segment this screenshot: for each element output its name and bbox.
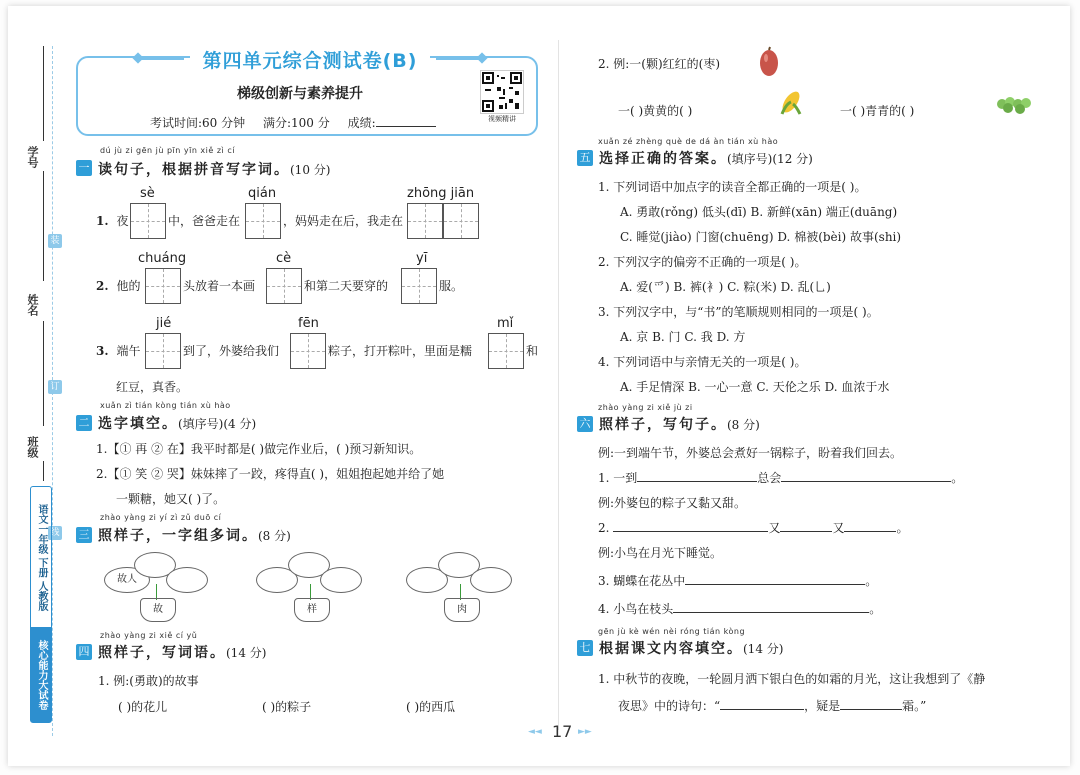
answer-blank[interactable] xyxy=(720,699,804,710)
s1q1-pinyin-2: qián xyxy=(248,186,277,201)
page-divider xyxy=(558,40,559,730)
section4-title-text: 照样子，写词语。 xyxy=(98,645,226,661)
s1q1-number xyxy=(96,212,129,229)
section5-title xyxy=(599,148,813,168)
flower-pot: 肉 xyxy=(444,598,480,622)
s7q1-text-d: 霜。” xyxy=(902,699,927,713)
s4q2-blank-1[interactable]: 一( )黄黄的( ) xyxy=(618,104,693,118)
student-id-label: 学号 xyxy=(26,146,39,168)
section6-score: (8 分) xyxy=(727,418,760,432)
s1q1-text2: 中，爸爸走在 xyxy=(168,214,241,228)
flower-pot: 样 xyxy=(294,598,330,622)
section1-title-text: 读句子，根据拼音写字词。 xyxy=(98,162,290,178)
section2-score: (4 分) xyxy=(223,417,257,431)
date-fruit-icon xyxy=(758,46,780,82)
series-name: 核心能力大试卷 xyxy=(31,627,51,722)
tian-grid-box[interactable] xyxy=(401,268,437,304)
section4-score: (14 分) xyxy=(226,646,267,660)
s1q1-text1: 夜 xyxy=(116,214,129,228)
page-next-arrow-icon: ►► xyxy=(578,727,592,737)
section4-title xyxy=(98,642,266,662)
s6-example-1: 例:一到端午节，外婆总会煮好一锅粽子，盼着我们回去。 xyxy=(598,446,903,460)
tian-grid-box[interactable] xyxy=(488,333,524,369)
s1q3-pinyin-2: fēn xyxy=(298,316,319,331)
s4q1-blank-3[interactable]: ( )的西瓜 xyxy=(406,700,456,714)
title-decoration-right xyxy=(436,58,480,60)
section5-pinyin: xuǎn zé zhèng què de dá àn tián xù hào xyxy=(598,137,779,146)
s1q1-pinyin-1: sè xyxy=(140,186,155,201)
word-cloud[interactable] xyxy=(470,567,512,593)
section4-number: 四 xyxy=(76,644,92,660)
answer-blank[interactable] xyxy=(637,471,757,482)
section2-hint: (填序号) xyxy=(178,417,224,431)
s6q2-text-a: 2. xyxy=(598,521,610,535)
section2-number: 二 xyxy=(76,415,92,431)
s6q2-text-c: 又 xyxy=(832,521,845,535)
tian-grid-box[interactable] xyxy=(266,268,302,304)
s6q3-text: 3. 蝴蝶在花丛中 xyxy=(598,574,686,588)
s5-question-2: 2. 下列汉字的偏旁不正确的一项是( )。 xyxy=(598,255,807,269)
section1-score: (10 分) xyxy=(290,163,331,177)
s6-example-3: 例:小鸟在月光下睡觉。 xyxy=(598,546,723,560)
s5q2-options[interactable]: A. 爱(爫) B. 裤(衤) C. 粽(米) D. 乱(乚) xyxy=(620,280,831,294)
s4q1-blank-1[interactable]: ( )的花儿 xyxy=(118,700,168,714)
corn-icon xyxy=(776,88,806,122)
student-id-blank[interactable] xyxy=(43,46,44,141)
tian-grid-box[interactable] xyxy=(145,268,181,304)
s7q1-text-b: 夜思》中的诗句：“ xyxy=(618,699,721,713)
answer-blank[interactable] xyxy=(613,521,768,532)
section5-hint: (填序号) xyxy=(727,152,773,166)
tian-grid-box[interactable] xyxy=(145,333,181,369)
series-tag xyxy=(30,486,52,723)
section3-pinyin: zhào yàng zi yí zì zǔ duō cí xyxy=(100,513,222,522)
full-score: 满分:100 分 xyxy=(262,116,330,130)
answer-blank[interactable] xyxy=(781,471,951,482)
name-blank[interactable] xyxy=(43,321,44,426)
class-label: 班级 xyxy=(26,436,39,458)
s6q4-text: 4. 小鸟在枝头 xyxy=(598,602,674,616)
s5-question-4: 4. 下列词语中与亲情无关的一项是( )。 xyxy=(598,355,807,369)
s5q1-options-ab[interactable]: A. 勇敢(rǒng) 低头(dī) B. 新鲜(xān) 端正(duāng) xyxy=(620,205,898,219)
s4q1-blank-2[interactable]: ( )的粽子 xyxy=(262,700,312,714)
binding-tag-2: 订 xyxy=(48,380,62,394)
s5-question-1: 1. 下列词语中加点字的读音全都正确的一项是( )。 xyxy=(598,180,867,194)
s1q3-text3: 粽子，打开粽叶，里面是糯 xyxy=(328,344,473,358)
s6-example-2: 例:外婆包的粽子又黏又甜。 xyxy=(598,496,747,510)
exam-time: 考试时间:60 分钟 xyxy=(150,116,246,130)
s1q1-pinyin-3: zhōng jiān xyxy=(407,186,475,201)
s1q3-text2: 到了，外婆给我们 xyxy=(183,344,280,358)
page-subtitle: 梯级创新与素养提升 xyxy=(237,86,363,102)
word-cloud[interactable] xyxy=(166,567,208,593)
name-label: 姓名 xyxy=(26,294,39,316)
s7-question-1b[interactable] xyxy=(618,697,926,714)
s4-question-2: 2. 例:一(颗)红红的(枣) xyxy=(598,57,721,71)
section6-title-text: 照样子，写句子。 xyxy=(599,417,727,433)
s2-question-1: 1.【① 再 ② 在】我平时都是( )做完作业后，( )预习新知识。 xyxy=(96,442,422,456)
tian-grid-box[interactable] xyxy=(245,203,281,239)
section1-pinyin: dú jù zi gēn jù pīn yīn xiě zì cí xyxy=(100,146,235,155)
s1q3-number xyxy=(96,342,141,359)
s6-question-2[interactable]: 2. 又 又 。 xyxy=(598,521,909,535)
s6-question-3[interactable]: 3. 蝴蝶在花丛中 。 xyxy=(598,574,878,588)
section5-title-text: 选择正确的答案。 xyxy=(599,151,727,167)
s1q3-text5: 红豆，真香。 xyxy=(116,380,189,394)
class-blank[interactable] xyxy=(43,461,44,481)
section7-number: 七 xyxy=(577,640,593,656)
s1q2-text3: 和第二天要穿的 xyxy=(304,279,389,293)
binding-strip xyxy=(8,6,66,766)
section3-title-text: 照样子，一字组多词。 xyxy=(98,528,258,544)
s7-question-1a: 1. 中秋节的夜晚，一轮圆月洒下银白色的如霜的月光，这让我想到了《静 xyxy=(598,672,986,686)
s6q1-text-a: 1. 一到 xyxy=(598,471,638,485)
section2-title-text: 选字填空。 xyxy=(98,416,178,432)
word-cloud-example: 故人 xyxy=(104,567,150,593)
qr-code-icon[interactable] xyxy=(480,70,524,114)
page-title: 第四单元综合测试卷(B) xyxy=(190,46,430,70)
s4-question-1: 1. 例:(勇敢)的故事 xyxy=(98,674,199,688)
section3-number: 三 xyxy=(76,527,92,543)
s1q2-number xyxy=(96,277,141,294)
binding-tag-1: 装 xyxy=(48,234,62,248)
s5q3-options[interactable]: A. 京 B. 门 C. 我 D. 方 xyxy=(620,330,746,344)
section5-number: 五 xyxy=(577,150,593,166)
flower-pot: 故 xyxy=(140,598,176,622)
grapes-icon xyxy=(994,92,1036,120)
answer-blank[interactable] xyxy=(780,521,832,532)
section3-title xyxy=(98,525,291,545)
s1q3-text1: 端午 xyxy=(116,344,141,358)
s1q2-text2: 头放着一本画 xyxy=(183,279,256,293)
s5-question-3: 3. 下列汉字中，与“书”的笔顺规则相同的一项是( )。 xyxy=(598,305,879,319)
tian-grid-box[interactable] xyxy=(290,333,326,369)
section7-pinyin: gēn jù kè wén nèi róng tián kòng xyxy=(598,627,746,636)
s1q2-pinyin-3: yī xyxy=(416,251,428,266)
section3-score: (8 分) xyxy=(258,529,291,543)
s1q3-pinyin-1: jié xyxy=(156,316,172,331)
qr-caption: 视频精讲 xyxy=(488,115,516,123)
s1q2-num: 2. xyxy=(96,279,109,293)
s1q2-text1: 他的 xyxy=(116,279,141,293)
s6q2-text-b: 又 xyxy=(768,521,781,535)
student-id-blank-2[interactable] xyxy=(43,171,44,281)
section2-title xyxy=(98,413,256,433)
s2-question-2a: 2.【① 笑 ② 哭】妹妹摔了一跤，疼得直( )，姐姐抱起她并给了她 xyxy=(96,467,445,481)
section7-title-text: 根据课文内容填空。 xyxy=(599,641,743,657)
s6q1-text-b: 总会 xyxy=(757,471,782,485)
section6-number: 六 xyxy=(577,416,593,432)
page-prev-arrow-icon: ◄◄ xyxy=(528,727,542,737)
answer-blank[interactable] xyxy=(673,602,869,613)
tian-grid-box[interactable] xyxy=(130,203,166,239)
answer-blank[interactable] xyxy=(844,521,896,532)
word-cloud[interactable] xyxy=(320,567,362,593)
s1q1-text3: ，妈妈走在后，我走在 xyxy=(283,214,404,228)
score-label: 成绩: xyxy=(347,116,376,130)
page-number: 17 xyxy=(552,722,573,741)
s1q2-pinyin-1: chuáng xyxy=(138,251,187,266)
s6-question-4[interactable]: 4. 小鸟在枝头 。 xyxy=(598,602,882,616)
s5q1-options-cd[interactable]: C. 睡觉(jiào) 门窗(chuēng) D. 棉被(bèi) 故事(shi) xyxy=(620,230,902,244)
binding-tag-3: 线 xyxy=(48,526,62,540)
tian-grid-box[interactable] xyxy=(407,203,443,239)
answer-blank[interactable] xyxy=(685,574,865,585)
section4-pinyin: zhào yàng zi xiě cí yǔ xyxy=(100,631,198,640)
s1q3-text4: 和 xyxy=(526,344,539,358)
s1q2-pinyin-2: cè xyxy=(276,251,292,266)
s1q3-pinyin-3: mǐ xyxy=(497,316,514,331)
section6-title xyxy=(599,414,760,434)
s1q3-num: 3. xyxy=(96,344,109,358)
s2-question-2b: 一颗糖，她又( )了。 xyxy=(116,492,226,506)
answer-blank[interactable] xyxy=(840,699,902,710)
title-decoration-left xyxy=(140,58,184,60)
section2-pinyin: xuǎn zì tián kòng tián xù hào xyxy=(100,401,231,410)
section7-title xyxy=(599,638,783,658)
section6-pinyin: zhào yàng zi xiě jù zi xyxy=(598,403,693,412)
s5q4-options[interactable]: A. 手足情深 B. 一心一意 C. 天伦之乐 D. 血浓于水 xyxy=(620,380,890,394)
s1q2-text4: 服。 xyxy=(439,279,464,293)
s4q2-blank-2[interactable]: 一( )青青的( ) xyxy=(840,104,915,118)
section5-score: (12 分) xyxy=(772,152,813,166)
score-blank[interactable] xyxy=(376,116,436,127)
series-info: 语文一年级 下册 人教版 xyxy=(36,503,47,611)
section1-number: 一 xyxy=(76,160,92,176)
section7-score: (14 分) xyxy=(743,642,784,656)
tian-grid-box[interactable] xyxy=(443,203,479,239)
section1-title xyxy=(98,159,330,179)
s6-question-1[interactable]: 1. 一到 总会 。 xyxy=(598,471,964,485)
s1q1-num: 1. xyxy=(96,214,109,228)
s7q1-text-c: ，疑是 xyxy=(804,699,841,713)
exam-info xyxy=(150,114,450,131)
